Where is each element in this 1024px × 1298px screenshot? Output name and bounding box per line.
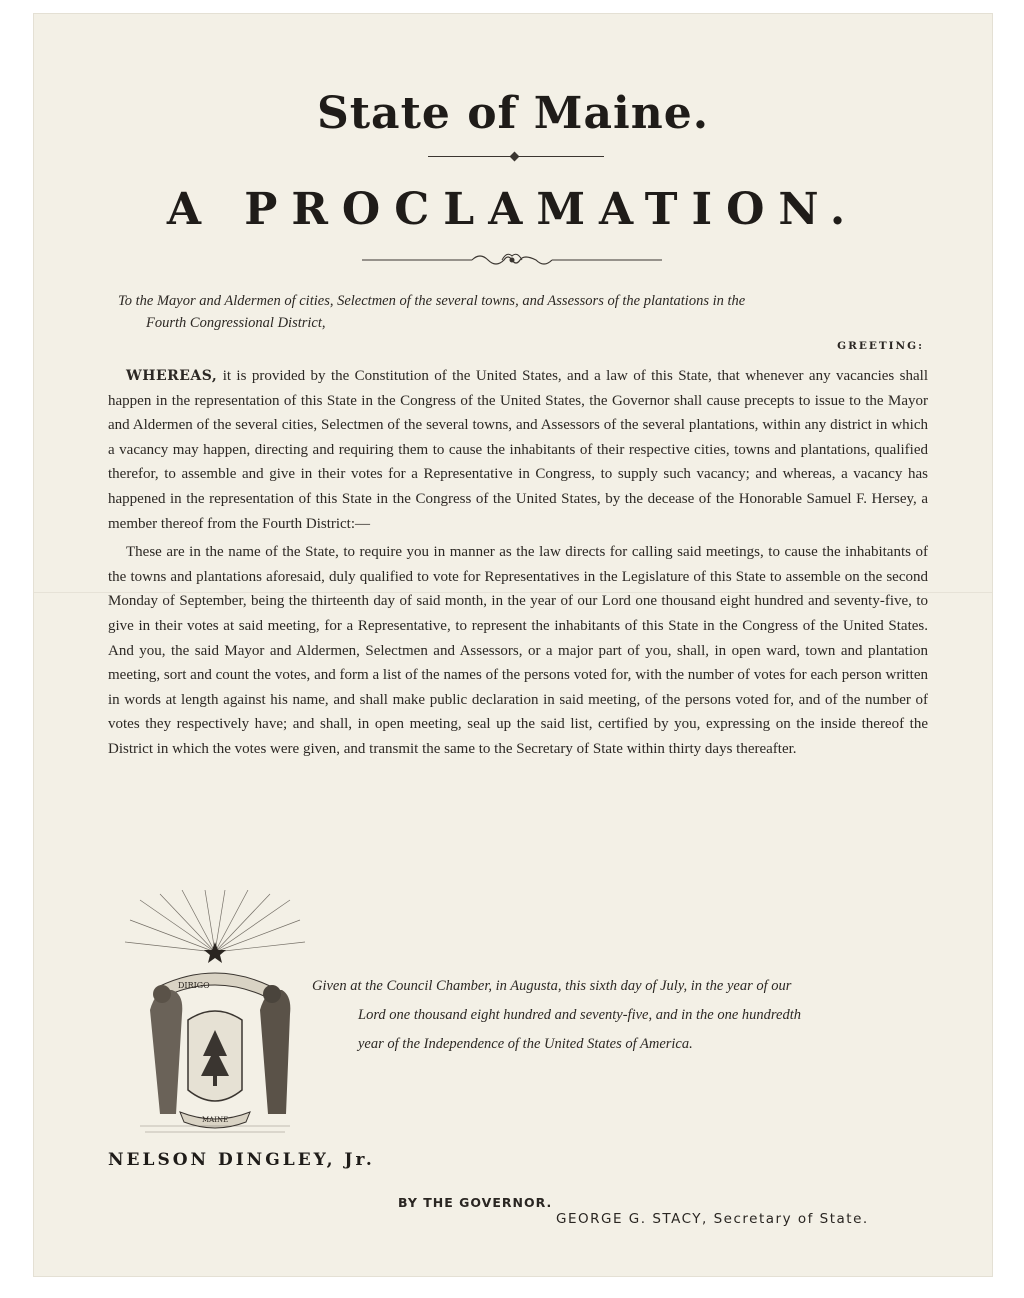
proclamation-body [108, 364, 928, 762]
given-line-3: year of the Independence of the United States of America. [358, 1036, 693, 1052]
given-line-2: Lord one thousand eight hundred and seventy-five, and in the one hundredth [358, 1007, 801, 1023]
address-line-1: To the Mayor and Aldermen of cities, Selectmen of the several towns, and Assessors of the plantations in the [118, 293, 746, 309]
secretary-of-state: GEORGE G. STACY, Secretary of State. [556, 1211, 869, 1227]
state-title: State of Maine. [316, 88, 710, 139]
star-icon [204, 942, 226, 963]
title-block [34, 84, 992, 144]
given-line-1: Given at the Council Chamber, in Augusta, this sixth day of July, in the year of our [312, 978, 792, 994]
seal-motto-text: DIRIGO [178, 981, 210, 990]
mandate-paragraph: These are in the name of the State, to require you in manner as the law directs for calling said meetings, to cause the inhabitants of the towns and plantations aforesaid, duly qualified to vote for Representatives in the Legislature of this State to assemble on the second Monday of September, being the thirteenth day of said month, in the year of our Lord one thousand eight hundred and seventy-five, to give in their votes at said meeting, for a Representative, to represent the inhabitants of this State in the Congress of the United States. And you, the said Mayor and Aldermen, Selectmen and Assessors, or a major part of you, shall, in open ward, town and plantation meeting, sort and count the votes, and form a list of the names of the persons voted for, with the number of votes for each person written in words at length against his name, and shall make public declaration in said meeting, of the persons voted for, and of the number of votes they respectively have; and shall, in open meeting, seal up the said list, certified by you, expressing on the inside thereof the District in which the votes were given, and transmit the same to the Secretary of State within thirty days thereafter. [108, 544, 928, 757]
greeting: GREETING: [837, 340, 924, 352]
ornament-flourish-icon [362, 248, 662, 272]
seal-banner-text: MAINE [202, 1116, 229, 1124]
given-attestation [312, 972, 932, 1059]
divider-diamond-icon [510, 152, 520, 162]
governor-signature: NELSON DINGLEY, Jr. [108, 1150, 375, 1170]
whereas-lead: WHEREAS, [126, 368, 218, 384]
proclamation-sheet [34, 14, 992, 1276]
by-the-governor: BY THE GOVERNOR. [398, 1195, 553, 1210]
state-seal-icon [120, 890, 310, 1144]
proclamation-title: A PROCLAMATION. [166, 184, 860, 235]
whereas-paragraph [108, 364, 928, 536]
whereas-text: it is provided by the Constitution of the United States, and a law of this State, that whenever any vacancies shall happen in the representation of this State in the Congress of the United States, the Governor shall cause precepts to issue to the Mayor and Aldermen of the several cities, Selectmen of the several towns, and Assessors of the several plantations, within any district in which a vacancy may happen, directing and requiring them to cause the inhabitants of their respective cities, towns and plantations, qualified therefor, to assemble and give in their votes for a Representative in Congress, to supply such vacancy; and whereas, a vacancy has happened in the representation of this State in the Congress of the United States, by the decease of the Honorable Samuel F. Hersey, a member thereof from the Fourth District:— [108, 368, 928, 532]
address-salutation [118, 290, 928, 334]
address-line-2: Fourth Congressional District, [146, 315, 326, 331]
